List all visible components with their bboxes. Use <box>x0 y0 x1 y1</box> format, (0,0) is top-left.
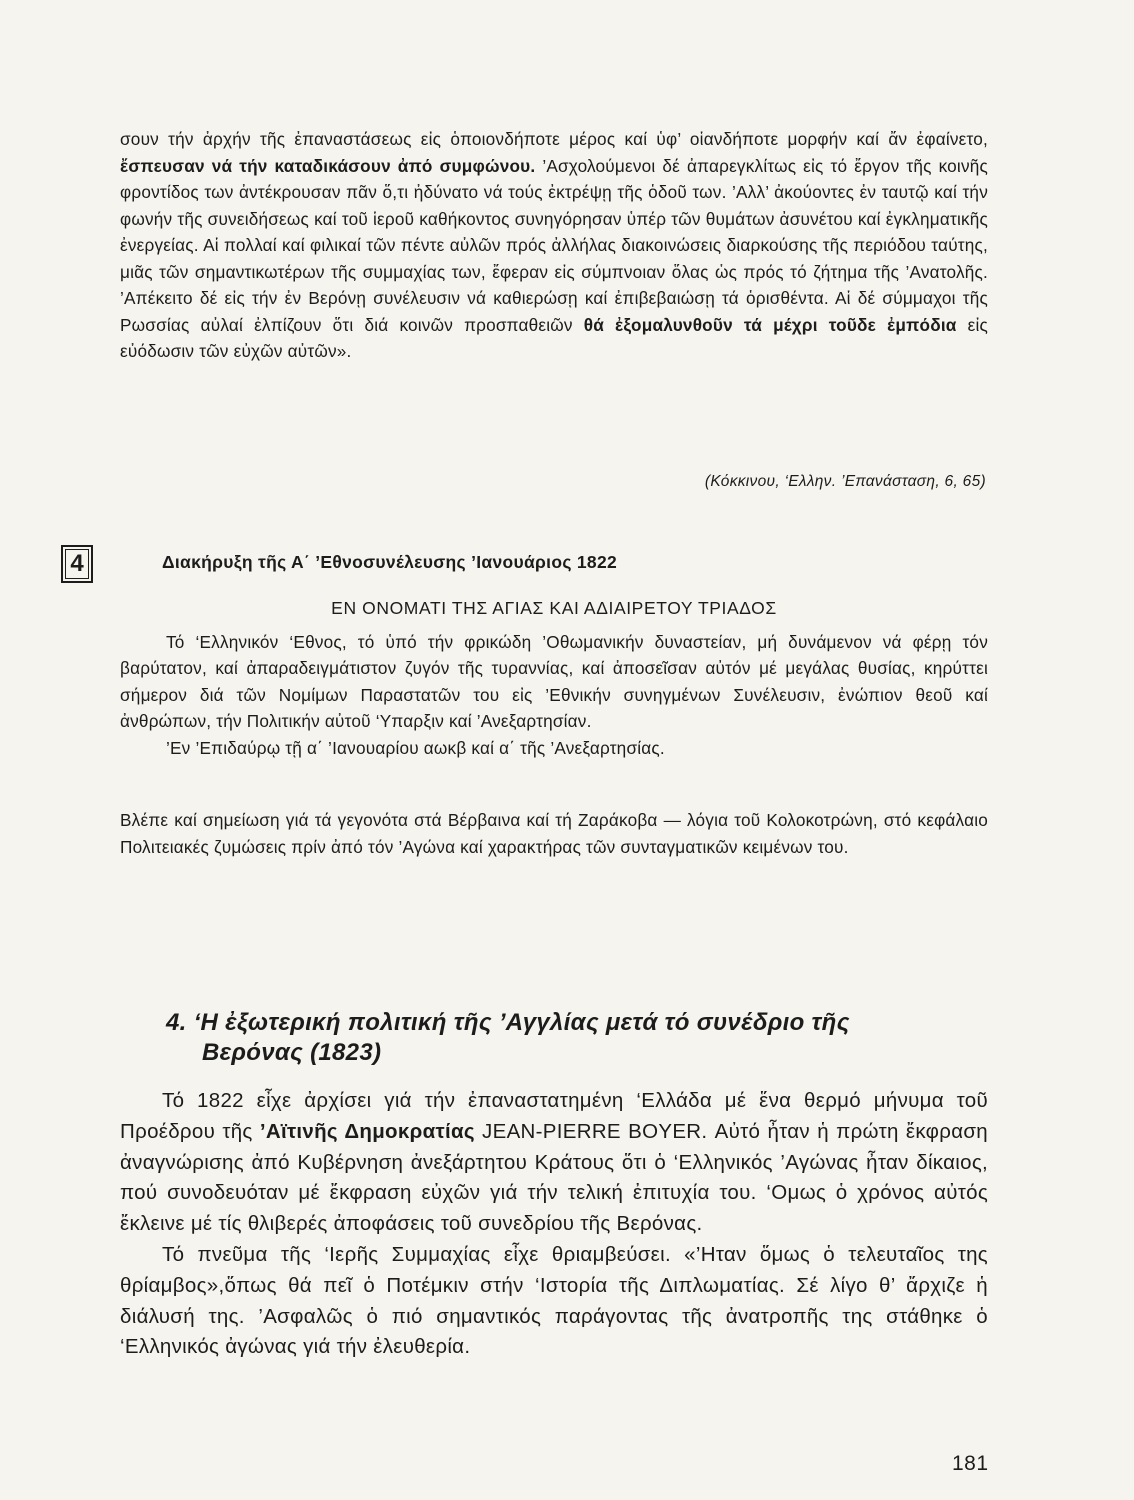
section-heading <box>166 1008 996 1068</box>
reference-note <box>120 807 988 860</box>
proclamation-paragraph: Τό ‘Ελληνικόν ‘Εθνος, τό ὑπό τήν φρικώδη ’Οθωμανικήν δυναστείαν, μή δυνάμενον νά φέρῃ τόν βαρύτατον, καί ἀπαραδειγμάτιστον ζυγόν τῆς τυραννίας, καί ἀποσεῖσαν αὐτόν μέ μεγάλας θυσίας, κηρύττει σήμερον διά τῶν Νομίμων Παραστατῶν του εἰς ’Εθνικήν συνηγμένων Συνέλευσιν, ἐνώπιον θεοῦ καί ἀνθρώπων, τήν Πολιτικήν αὐτοῦ ‘Υπαρξιν καί ’Ανεξαρτησίαν. <box>120 631 988 731</box>
reference-note-text: Βλέπε καί σημείωση γιά τά γεγονότα στά Βέρβαινα καί τή Ζαράκοβα — λόγια τοῦ Κολοκοτρώνη, στό κεφάλαιο Πολιτειακές ζυμώσεις πρίν ἀπό τόν ’Αγώνα καί χαρακτήρας τῶν συνταγματικῶν κειμένων του. <box>120 810 988 857</box>
quoted-paragraph <box>120 126 988 365</box>
quote-text-part1: σουν τήν ἀρχήν τῆς ἐπαναστάσεως εἰς ὁποιονδήποτε μέρος καί ὑφ’ οἱανδήποτε μορφήν καί ἄν ἐφαίνετο, <box>120 129 988 149</box>
document-title: Διακήρυξη τῆς Α΄ ’Εθνοσυνέλευσης ’Ιανουάριος 1822 <box>162 552 618 572</box>
proclamation-text <box>120 595 988 761</box>
quoted-passage <box>120 126 988 365</box>
quote-citation: (Κόκκινου, ‘Ελλην. ’Επανάσταση, 6, 65) <box>704 473 986 490</box>
document-number-badge <box>61 545 93 583</box>
section-paragraph-2: Τό πνεῦμα τῆς ‘Ιερῆς Συμμαχίας εἶχε θριαμβεύσει. «’Ηταν ὅμως ὁ τελευταῖος της θρίαμβος»,ὅπως θά πεῖ ὁ Ποτέμκιν στήν ‘Ιστορία τῆς Διπλωματίας. Σέ λίγο θ’ ἄρχιζε ἡ διάλυσή της. ’Ασφαλῶς ὁ πιό σημαντικός παράγοντας τῆς ἀνατροπῆς της στάθηκε ὁ ‘Ελληνικός ἀγώνας γιά τήν ἐλευθερία. <box>120 1242 988 1359</box>
page-number: 181 <box>952 1452 989 1475</box>
proclamation-heading: ΕΝ ΟΝΟΜΑΤΙ ΤΗΣ ΑΓΙΑΣ ΚΑΙ ΑΔΙΑΙΡΕΤΟΥ ΤΡΙΑΔΟΣ <box>331 598 777 618</box>
quote-bold-phrase-2: θά ἐξομαλυνθοῦν τά μέχρι τοῦδε ἐμπόδια <box>583 314 957 335</box>
section-p1-bold: ’Αϊτινῆς Δημοκρατίας <box>259 1119 475 1143</box>
section-body <box>120 1086 988 1363</box>
section-p1-part1: Τό 1822 εἶχε ἀρχίσει γιά τήν ἐπαναστατημένη ‘Ελλάδα μέ ἕνα θερμό μήνυμα τοῦ Προέδρου τῆς <box>120 1089 988 1143</box>
quote-bold-phrase-1: ἔσπευσαν νά τήν καταδικάσουν ἀπό συμφώνου. <box>120 155 536 176</box>
quote-text-part2: ’Ασχολούμενοι δέ ἀπαρεγκλίτως εἰς τό ἔργον τῆς κοινῆς φροντίδος των ἀντέκρουσαν πᾶν ὅ,τι ἠδύνατο νά τούς ἐκτρέψῃ τῆς ὁδοῦ των. ’Αλλ’ ἀκούοντες ἐν ταυτῷ καί τήν φωνήν τῆς συνειδήσεως καί τοῦ ἱεροῦ καθήκοντος συνηγόρησαν ὑπέρ τῶν θυμάτων ἀσυνέτου καί ἐγκληματικῆς ἐνεργείας. Αἱ πολλαί καί φιλικαί τῶν πέντε αὐλῶν πρός ἀλλήλας διακοινώσεις διαρκούσης τῆς περιόδου ταύτης, μιᾶς τῶν σημαντικωτέρων τῆς συμμαχίας των, ἔφεραν εἰς σύμπνοιαν ὅλας ὡς πρός τό ζήτημα τῆς ’Ανατολῆς. ’Απέκειτο δέ εἰς τήν ἐν Βερόνῃ συνέλευσιν νά καθιερώσῃ καί ἐπιβεβαιώσῃ τά ὁρισθέντα. Αἱ δέ σύμμαχοι τῆς Ρωσσίας αὐλαί ἐλπίζουν ὅτι διά κοινῶν προσπαθειῶν <box>120 155 988 335</box>
document-number: 4 <box>70 550 84 577</box>
section-heading-line1: 4. ‘Η ἐξωτερική πολιτική τῆς ’Αγγλίας μετά τό συνέδριο τῆς <box>166 1009 850 1036</box>
section-p1-part2: JEAN-PIERRE BOYER. Αὐτό ἦταν ἡ πρώτη ἔκφραση ἀναγνώρισης ἀπό Κυβέρνηση ἀνεξάρτητου Κράτους ὅτι ὁ ‘Ελληνικός ’Αγώνας ἦταν δίκαιος, πού συνοδευόταν μέ ἔκφραση εὐχῶν γιά τήν τελική ἐπιτυχία του. ‘Ομως ὁ χρόνος αὐτός ἔκλεινε μέ τίς θλιβερές ἀποφάσεις τοῦ συνεδρίου τῆς Βερόνας. <box>120 1119 989 1236</box>
section-heading-line2: Βερόνας (1823) <box>202 1039 382 1066</box>
quote-text-part3: εἰς εὐόδωσιν τῶν εὐχῶν αὐτῶν». <box>120 314 988 361</box>
section-paragraph-1 <box>120 1086 988 1240</box>
proclamation-dateline: ’Εν ’Επιδαύρῳ τῇ α΄ ’Ιανουαρίου αωκβ καί α΄ τῆς ’Ανεξαρτησίας. <box>166 737 665 758</box>
